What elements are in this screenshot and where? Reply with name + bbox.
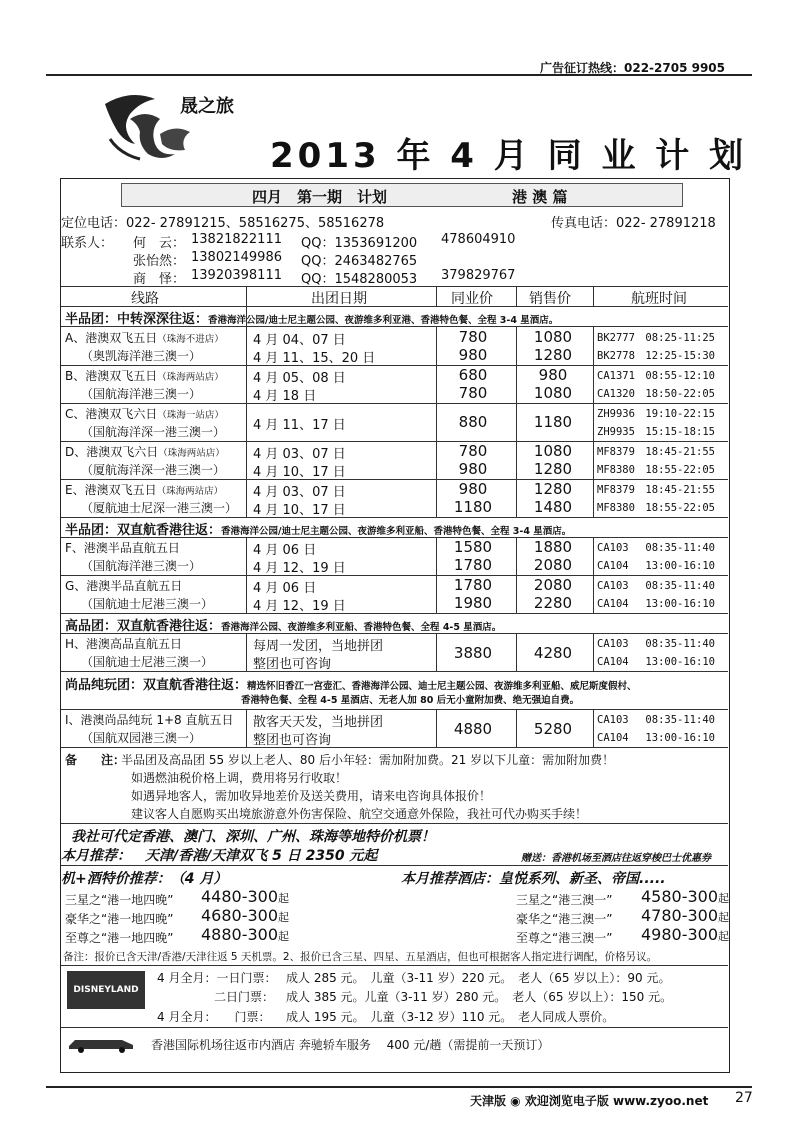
col-divider bbox=[593, 709, 594, 747]
section-title: 尚品纯玩团：双直航香港往返：精选怀旧香江一宫壶汇、香港海洋公园、迪士尼主题公园、夜游维多利亚船、威尼斯度假村、 bbox=[65, 678, 637, 693]
contact-qq: QQ：2463482765 bbox=[301, 254, 418, 269]
package-price: 4580-300起 bbox=[641, 887, 730, 906]
divider bbox=[61, 747, 728, 748]
col-divider bbox=[246, 709, 247, 747]
brand-name: 晟之旅 bbox=[180, 96, 234, 117]
col-trade-price: 同业价 bbox=[451, 291, 493, 307]
route-d-flight: MF8380 18:55-22:05 bbox=[597, 464, 715, 476]
package-name: 至尊之“港一地四晚” bbox=[65, 931, 174, 945]
route-f-trade: 1780 bbox=[453, 556, 493, 574]
route-b-trade: 780 bbox=[458, 384, 488, 402]
route-i-name: I、港澳尚品纯玩 1+8 直航五日 bbox=[65, 713, 234, 727]
package-title: 机+酒特价推荐：（4 月） bbox=[61, 871, 228, 887]
divider bbox=[61, 537, 728, 538]
route-h-flight: CA104 13:00-16:10 bbox=[597, 656, 715, 668]
col-divider bbox=[593, 326, 594, 517]
limo-service: 香港国际机场往返市内酒店 奔驰轿车服务 400 元/趟（需提前一天预订） bbox=[151, 1038, 550, 1052]
region-label: 港 澳 篇 bbox=[512, 188, 568, 206]
notes-label: 备 注： bbox=[65, 753, 126, 767]
route-d-date: 4 月 03、07 日 bbox=[253, 447, 346, 462]
period-label: 四月 第一期 计划 bbox=[252, 188, 388, 206]
promo-gift: 赠送：香港机场至酒店往返穿梭巴士优惠券 bbox=[521, 853, 711, 864]
col-divider bbox=[516, 709, 517, 747]
route-i-date: 整团也可咨询 bbox=[253, 733, 332, 748]
car-icon bbox=[67, 1032, 137, 1054]
promo-recommend: 本月推荐： 天津/香港/天津双飞 5 日 2350 元起 bbox=[61, 848, 378, 864]
route-h-flight: CA103 08:35-11:40 bbox=[597, 638, 715, 650]
contact-name: 张怡然： bbox=[133, 254, 186, 269]
route-f-date: 4 月 12、19 日 bbox=[253, 561, 346, 576]
contact-label: 联系人： bbox=[61, 236, 114, 251]
route-c-trade: 880 bbox=[458, 413, 488, 431]
package-price: 4980-300起 bbox=[641, 925, 730, 944]
divider bbox=[61, 441, 728, 442]
route-e-sub: （厦航迪士尼深一港三澳一） bbox=[81, 501, 238, 515]
route-a-flight: BK2777 08:25-11:25 bbox=[597, 332, 715, 344]
period-header bbox=[121, 183, 683, 207]
ticket-row: 成人 385 元。儿童（3-11 岁）280 元。 老人（65 岁以上）：150 元。 bbox=[286, 990, 673, 1004]
route-g-sale: 2080 bbox=[533, 576, 573, 594]
ad-hotline: 广告征订热线：022-2705 9905 bbox=[540, 61, 726, 75]
col-divider bbox=[516, 633, 517, 671]
route-b-name: B、港澳双飞五日（珠海两站店） bbox=[65, 369, 224, 383]
route-e-flight: MF8379 18:45-21:55 bbox=[597, 484, 715, 496]
route-i-flight: CA103 08:35-11:40 bbox=[597, 714, 715, 726]
col-divider bbox=[516, 326, 517, 517]
route-i-date: 散客天天发，当地拼团 bbox=[253, 715, 384, 730]
route-i-sale: 5280 bbox=[533, 720, 573, 738]
booking-phone: 定位电话：022- 27891215、58516275、58516278 bbox=[61, 216, 385, 231]
section-title: 半品团：双直航香港往返：香港海洋公园/迪士尼主题公园、夜游维多利亚船、香港特色餐、全程 3-4 星酒店。 bbox=[65, 523, 572, 538]
bottom-divider bbox=[46, 1086, 752, 1088]
col-flight: 航班时间 bbox=[631, 291, 687, 307]
col-divider bbox=[246, 537, 247, 613]
col-divider bbox=[516, 537, 517, 613]
route-g-sub: （国航迪士尼港三澳一） bbox=[81, 597, 214, 611]
divider bbox=[61, 865, 728, 866]
section-title: 高品团：双直航香港往返：香港海洋公园、夜游维多利亚船、香港特色餐、全程 4-5 星酒店。 bbox=[65, 619, 502, 634]
route-h-date: 每周一发团，当地拼团 bbox=[253, 639, 384, 654]
route-f-sub: （国航海洋港三澳一） bbox=[81, 559, 202, 573]
divider bbox=[61, 365, 728, 366]
route-a-sale: 1280 bbox=[533, 346, 573, 364]
package-price: 4480-300起 bbox=[201, 887, 290, 906]
route-c-date: 4 月 11、17 日 bbox=[253, 418, 346, 433]
col-divider bbox=[593, 633, 594, 671]
section-title: 半品团：中转深深往返：香港海洋公园/迪士尼主题公园、夜游维多利亚港、香港特色餐、全程 3-4 星酒店。 bbox=[65, 312, 559, 327]
route-h-trade: 3880 bbox=[453, 644, 493, 662]
route-e-date: 4 月 03、07 日 bbox=[253, 485, 346, 500]
divider bbox=[61, 709, 728, 710]
route-d-trade: 780 bbox=[458, 442, 488, 460]
col-date: 出团日期 bbox=[311, 291, 367, 307]
route-f-name: F、港澳半品直航五日 bbox=[65, 541, 180, 555]
col-divider bbox=[436, 537, 437, 613]
route-h-sale: 4280 bbox=[533, 644, 573, 662]
route-e-sale: 1480 bbox=[533, 498, 573, 516]
route-f-date: 4 月 06 日 bbox=[253, 543, 317, 558]
route-d-sale: 1280 bbox=[533, 460, 573, 478]
col-divider bbox=[516, 286, 517, 306]
divider bbox=[61, 823, 728, 824]
route-a-trade: 980 bbox=[458, 346, 488, 364]
divider bbox=[61, 326, 728, 327]
route-b-sub: （国航海洋港三澳一） bbox=[81, 387, 202, 401]
ticket-row: 成人 195 元。 儿童（3-12 岁）110 元。 老人同成人票价。 bbox=[286, 1010, 615, 1024]
route-g-date: 4 月 12、19 日 bbox=[253, 599, 346, 614]
route-c-flight: ZH9935 15:15-18:15 bbox=[597, 426, 715, 438]
divider bbox=[61, 286, 728, 287]
route-a-trade: 780 bbox=[458, 328, 488, 346]
contact-qq: QQ：1548280053 bbox=[301, 272, 418, 287]
divider bbox=[61, 633, 728, 634]
route-f-flight: CA103 08:35-11:40 bbox=[597, 542, 715, 554]
route-e-sale: 1280 bbox=[533, 480, 573, 498]
route-d-sale: 1080 bbox=[533, 442, 573, 460]
route-b-sale: 980 bbox=[538, 366, 568, 384]
route-f-trade: 1580 bbox=[453, 538, 493, 556]
col-divider bbox=[593, 537, 594, 613]
contact-phone: 13920398111 bbox=[191, 268, 282, 283]
package-price: 4780-300起 bbox=[641, 906, 730, 925]
route-a-date: 4 月 04、07 日 bbox=[253, 333, 346, 348]
col-divider bbox=[246, 326, 247, 517]
col-divider bbox=[436, 633, 437, 671]
package-price: 4680-300起 bbox=[201, 906, 290, 925]
note-line: 半品团及高品团 55 岁以上老人、80 后小年轻：需加附加费。21 岁以下儿童：需加附加费！ bbox=[121, 753, 615, 767]
col-divider bbox=[436, 326, 437, 517]
route-d-date: 4 月 10、17 日 bbox=[253, 465, 346, 480]
route-g-trade: 1980 bbox=[453, 594, 493, 612]
contact-qq2: 478604910 bbox=[441, 232, 516, 247]
contact-name: 何 云： bbox=[133, 236, 186, 251]
route-c-sale: 1180 bbox=[533, 413, 573, 431]
route-g-flight: CA104 13:00-16:10 bbox=[597, 598, 715, 610]
route-a-date: 4 月 11、15、20 日 bbox=[253, 351, 376, 366]
page-number: 27 bbox=[735, 1090, 753, 1106]
route-d-name: D、港澳双飞六日（珠海两站店） bbox=[65, 445, 225, 459]
route-e-trade: 980 bbox=[458, 480, 488, 498]
divider bbox=[61, 575, 728, 576]
hotel-recommend: 本月推荐酒店：皇悦系列、新圣、帝国..... bbox=[401, 871, 666, 887]
route-b-date: 4 月 18 日 bbox=[253, 389, 317, 404]
package-name: 豪华之“港一地四晚” bbox=[65, 912, 174, 926]
route-f-sale: 2080 bbox=[533, 556, 573, 574]
fax-phone: 传真电话：022- 27891218 bbox=[551, 216, 716, 231]
route-h-date: 整团也可咨询 bbox=[253, 657, 332, 672]
route-b-flight: CA1320 18:50-22:05 bbox=[597, 388, 715, 400]
divider bbox=[61, 517, 728, 518]
col-divider bbox=[436, 709, 437, 747]
note-line: 如遇异地客人，需加收异地差价及送关费用，请来电咨询具体报价！ bbox=[131, 789, 492, 803]
route-a-name: A、港澳双飞五日（珠海不进店） bbox=[65, 331, 224, 345]
package-name: 三星之“港一地四晚” bbox=[65, 893, 174, 907]
route-g-sale: 2280 bbox=[533, 594, 573, 612]
divider bbox=[61, 479, 728, 480]
route-c-flight: ZH9936 19:10-22:15 bbox=[597, 408, 715, 420]
route-c-name: C、港澳双飞六日（珠海一站店） bbox=[65, 407, 224, 421]
contact-phone: 13802149986 bbox=[191, 250, 282, 265]
ticket-label: 二日门票： bbox=[214, 990, 275, 1004]
contact-name: 商 怿： bbox=[133, 272, 186, 287]
route-b-date: 4 月 05、08 日 bbox=[253, 371, 346, 386]
note-line: 建议客人自愿购买出境旅游意外伤害保险、航空交通意外保险，我社可代办购买手续！ bbox=[131, 807, 588, 821]
route-g-date: 4 月 06 日 bbox=[253, 581, 317, 596]
note-line: 如遇燃油税价格上调，费用将另行收取！ bbox=[131, 771, 348, 785]
divider bbox=[61, 1027, 728, 1028]
promo-line: 我社可代定香港、澳门、深圳、广州、珠海等地特价机票！ bbox=[71, 829, 435, 845]
route-a-sub: （奥凯海洋港三澳一） bbox=[81, 349, 202, 363]
route-e-trade: 1180 bbox=[453, 498, 493, 516]
col-route: 线路 bbox=[131, 291, 159, 307]
route-e-date: 4 月 10、17 日 bbox=[253, 503, 346, 518]
route-c-sub: （国航海洋深一港三澳一） bbox=[81, 425, 226, 439]
route-i-flight: CA104 13:00-16:10 bbox=[597, 732, 715, 744]
route-h-sub: （国航迪士尼港三澳一） bbox=[81, 655, 214, 669]
package-price: 4880-300起 bbox=[201, 925, 290, 944]
route-h-name: H、港澳高品直航五日 bbox=[65, 637, 183, 651]
contact-qq: QQ：1353691200 bbox=[301, 236, 418, 251]
plan-table bbox=[60, 178, 730, 1073]
top-divider bbox=[46, 74, 752, 76]
route-i-trade: 4880 bbox=[453, 720, 493, 738]
contact-qq2: 379829767 bbox=[441, 268, 516, 283]
route-g-name: G、港澳半品直航五日 bbox=[65, 579, 183, 593]
route-e-name: E、港澳双飞五日（珠海两站店） bbox=[65, 483, 224, 497]
route-b-trade: 680 bbox=[458, 366, 488, 384]
contact-phone: 13821822111 bbox=[191, 232, 282, 247]
package-name: 豪华之“港三澳一” bbox=[516, 912, 613, 926]
route-d-flight: MF8379 18:45-21:55 bbox=[597, 446, 715, 458]
disney-logo: DISNEYLAND bbox=[67, 971, 145, 1009]
divider bbox=[61, 613, 728, 614]
route-f-flight: CA104 13:00-16:10 bbox=[597, 560, 715, 572]
ticket-row: 成人 285 元。 儿童（3-11 岁）220 元。 老人（65 岁以上）：90 元。 bbox=[286, 971, 671, 985]
ticket-label: 4 月全月：一日门票： bbox=[157, 971, 277, 985]
col-sale-price: 销售价 bbox=[529, 291, 571, 307]
package-name: 至尊之“港三澳一” bbox=[516, 931, 613, 945]
route-f-sale: 1880 bbox=[533, 538, 573, 556]
package-note: 备注：报价已含天津/香港/天津往返 5 天机票。2、报价已含三星、四星、五星酒店，但也可根据客人指定进行调配，价格另议。 bbox=[63, 951, 658, 963]
section-note: 香港特色餐、全程 4-5 星酒店、无老人加 80 后无小童附加费、绝无强迫自费。 bbox=[241, 695, 580, 706]
route-b-sale: 1080 bbox=[533, 384, 573, 402]
divider bbox=[61, 403, 728, 404]
col-divider bbox=[436, 286, 437, 306]
route-a-sale: 1080 bbox=[533, 328, 573, 346]
divider bbox=[61, 671, 728, 672]
route-d-trade: 980 bbox=[458, 460, 488, 478]
route-e-flight: MF8380 18:55-22:05 bbox=[597, 502, 715, 514]
ticket-label: 4 月全月： 门票： bbox=[157, 1010, 271, 1024]
route-i-sub: （国航双园港三澳一） bbox=[81, 731, 202, 745]
divider bbox=[61, 965, 728, 966]
route-g-trade: 1780 bbox=[453, 576, 493, 594]
page-title: 2013 年 4 月 同 业 计 划 bbox=[270, 136, 748, 176]
col-divider bbox=[593, 286, 594, 306]
route-g-flight: CA103 08:35-11:40 bbox=[597, 580, 715, 592]
divider bbox=[61, 306, 728, 307]
col-divider bbox=[246, 633, 247, 671]
route-b-flight: CA1371 08:55-12:10 bbox=[597, 370, 715, 382]
package-name: 三星之“港三澳一” bbox=[516, 893, 613, 907]
route-d-sub: （厦航海洋深一港三澳一） bbox=[81, 463, 226, 477]
route-a-flight: BK2778 12:25-15:30 bbox=[597, 350, 715, 362]
footer-brand: 天津版 ◉ 欢迎浏览电子版 www.zyoo.net bbox=[470, 1094, 709, 1108]
